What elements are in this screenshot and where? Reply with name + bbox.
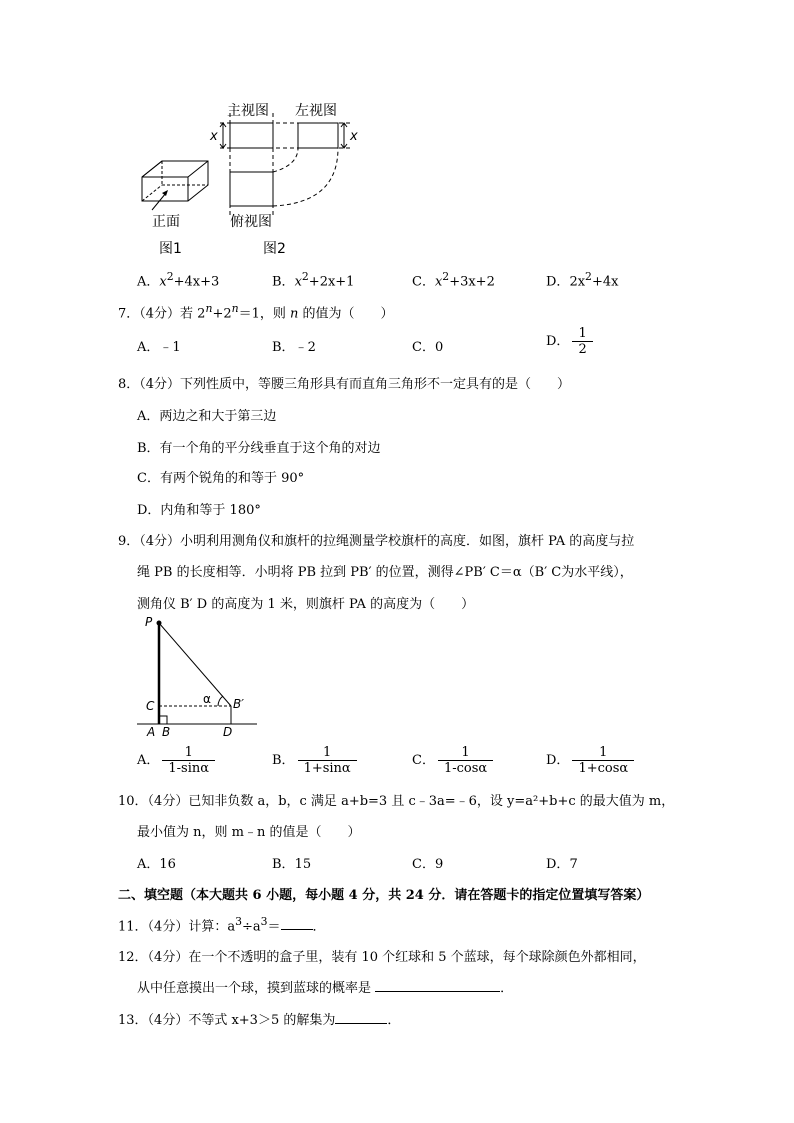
q10-choice-a[interactable] — [137, 853, 176, 872]
x-label-right: x — [350, 129, 358, 144]
q13-answer-blank[interactable] — [335, 1011, 387, 1024]
fraction — [572, 745, 634, 776]
q8-choice-c[interactable]: C．有两个锐角的和等于 90° — [137, 471, 305, 486]
choice-text: +4x — [591, 274, 619, 290]
label-p: P — [145, 615, 153, 629]
section-heading: 二、填空题（本大题共 6 小题，每小题 4 分，共 24 分．请在答题卡的指定位置填写答案） — [118, 888, 650, 903]
fraction — [298, 745, 357, 776]
q6-choice-a[interactable] — [137, 270, 219, 289]
choice-text: 0 — [434, 340, 444, 355]
q8-stem: 8．（4分）下列性质中，等腰三角形具有而直角三角形不一定具有的是（ ） — [118, 377, 571, 392]
left-view-label: 左视图 — [295, 103, 337, 119]
numerator: 1 — [184, 745, 193, 760]
q7-choice-d[interactable] — [546, 326, 593, 357]
q7-text: ＝1，则 — [238, 306, 290, 322]
fraction — [438, 745, 493, 776]
numerator: 1 — [323, 745, 332, 760]
denominator: 1+cosα — [572, 760, 634, 776]
choice-exp: 2 — [166, 270, 174, 283]
q7-choice-b[interactable] — [272, 336, 316, 355]
denominator: 1-sinα — [162, 760, 215, 776]
choice-text: 2x — [569, 274, 586, 290]
label-b-prime: B′ — [233, 697, 244, 711]
label-c: C — [146, 699, 155, 713]
choice-text: 9 — [434, 857, 444, 872]
main-view-label: 主视图 — [227, 103, 269, 119]
choice-text: 16 — [159, 857, 176, 872]
choice-letter: D． — [546, 857, 570, 872]
q9-line3: 测角仪 B′ D 的高度为 1 米，则旗杆 PA 的高度为（ ） — [137, 597, 475, 612]
flagpole-figure — [135, 612, 265, 740]
choice-text: +2x+1 — [308, 274, 355, 290]
q11-exp: 3 — [235, 915, 242, 928]
choice-exp: 2 — [585, 270, 592, 283]
q12-answer-blank[interactable] — [375, 979, 500, 992]
label-alpha: α — [203, 692, 211, 706]
q12-line1: 12．（4分）在一个不透明的盒子里，装有 10 个红球和 5 个蓝球，每个球除颜色外都相同， — [118, 950, 646, 965]
label-d: D — [223, 725, 233, 739]
choice-letter: C． — [412, 857, 435, 872]
choice-letter: B． — [272, 340, 295, 355]
q7-stem — [118, 302, 394, 321]
q8-choice-a[interactable]: A．两边之和大于第三边 — [137, 409, 277, 424]
fraction — [572, 326, 592, 357]
q8-choice-b[interactable]: B．有一个角的平分线垂直于这个角的对边 — [137, 441, 381, 456]
choice-letter: A． — [137, 753, 160, 768]
choice-text: +3x+2 — [449, 274, 495, 290]
q13-text: ． — [387, 1013, 401, 1028]
fraction — [162, 745, 215, 776]
q12-text: 从中任意摸出一个球，摸到蓝球的概率是 — [137, 981, 376, 996]
q10-line2: 最小值为 n，则 m﹣n 的值是（ ） — [137, 825, 361, 840]
q7-text: 的值为（ ） — [298, 306, 394, 322]
top-view-rect — [230, 172, 273, 206]
q9-line2: 绳 PB 的长度相等．小明将 PB 拉到 PB′ 的位置，测得∠PB′ C＝α（B′ C为水平线）， — [137, 565, 633, 580]
choice-text: +4x+3 — [173, 274, 220, 290]
q6-choice-b[interactable] — [272, 270, 354, 289]
q10-choice-c[interactable] — [412, 853, 443, 872]
denominator: 1-cosα — [438, 760, 493, 776]
q7-exp: n — [205, 302, 213, 315]
choice-letter: A． — [137, 274, 160, 290]
choice-letter: A． — [137, 340, 160, 355]
choice-letter: D． — [546, 753, 570, 768]
choice-letter: C． — [412, 274, 435, 290]
q9-choice-c[interactable] — [412, 745, 493, 776]
front-label: 正面 — [152, 214, 180, 230]
q13 — [118, 1009, 400, 1028]
q7-choice-a[interactable] — [137, 336, 181, 355]
choice-text: x — [159, 274, 167, 290]
denominator: 1+sinα — [298, 760, 357, 776]
numerator: 1 — [599, 745, 608, 760]
q11-text: 11．（4分）计算：a — [118, 919, 236, 935]
q11-text: ． — [312, 919, 326, 935]
choice-letter: B． — [272, 857, 295, 872]
choice-text: x — [434, 274, 443, 290]
q7-exp: n — [231, 302, 239, 315]
choice-exp: 2 — [301, 270, 309, 283]
choice-letter: B． — [272, 753, 295, 768]
q11-exp: 3 — [260, 915, 268, 928]
q7-choice-c[interactable] — [412, 336, 443, 355]
q10-line1: 10．（4分）已知非负数 a，b，c 满足 a+b=3 且 c﹣3a=﹣6，设 y=a²+b+c 的最大值为 m， — [118, 794, 675, 809]
label-b: B — [162, 725, 171, 739]
choice-text: ﹣1 — [159, 340, 181, 355]
q8-choice-d[interactable]: D．内角和等于 180° — [137, 503, 261, 518]
three-view-figure — [130, 95, 390, 265]
denominator: 2 — [572, 341, 592, 357]
fig1-label: 图1 — [159, 241, 182, 257]
q11-answer-blank[interactable] — [281, 917, 313, 930]
choice-text: ﹣2 — [294, 340, 316, 355]
choice-letter: C． — [412, 753, 435, 768]
choice-letter: D． — [546, 274, 570, 290]
choice-letter: A． — [137, 857, 160, 872]
choice-text: 7 — [569, 857, 578, 872]
q6-choice-d[interactable] — [546, 270, 618, 289]
choice-letter: D． — [546, 334, 570, 349]
q12-text: ． — [500, 981, 514, 996]
q11-text: ÷a — [241, 919, 261, 935]
left-view-rect — [298, 123, 338, 148]
choice-letter: B． — [272, 274, 295, 290]
numerator: 1 — [578, 326, 587, 341]
choice-letter: C． — [412, 340, 435, 355]
q7-var: n — [290, 306, 299, 322]
q11-text: ＝ — [267, 919, 281, 935]
numerator: 1 — [461, 745, 470, 760]
q6-choice-c[interactable] — [412, 270, 495, 289]
q11 — [118, 915, 326, 934]
main-view-rect — [230, 123, 273, 148]
q12-line2 — [137, 977, 513, 996]
fig2-label: 图2 — [263, 241, 286, 257]
q10-choice-d[interactable] — [546, 853, 578, 872]
label-a: A — [147, 725, 156, 739]
q7-text: 7．（4分）若 2 — [118, 306, 206, 322]
choice-exp: 2 — [442, 270, 450, 283]
q13-text: 13．（4分）不等式 x+3＞5 的解集为 — [118, 1013, 336, 1028]
choice-text: x — [294, 274, 302, 290]
x-label-left: x — [210, 129, 218, 144]
q10-choice-b[interactable] — [272, 853, 311, 872]
choice-text: 15 — [294, 857, 312, 872]
q9-line1: 9．（4分）小明利用测角仪和旗杆的拉绳测量学校旗杆的高度．如图，旗杆 PA 的高度与拉 — [118, 534, 635, 549]
top-view-label: 俯视图 — [230, 214, 272, 230]
box-figure — [142, 161, 208, 201]
q9-choice-a[interactable] — [137, 745, 215, 776]
q7-text: +2 — [212, 306, 232, 322]
q9-choice-b[interactable] — [272, 745, 357, 776]
q9-choice-d[interactable] — [546, 745, 634, 776]
